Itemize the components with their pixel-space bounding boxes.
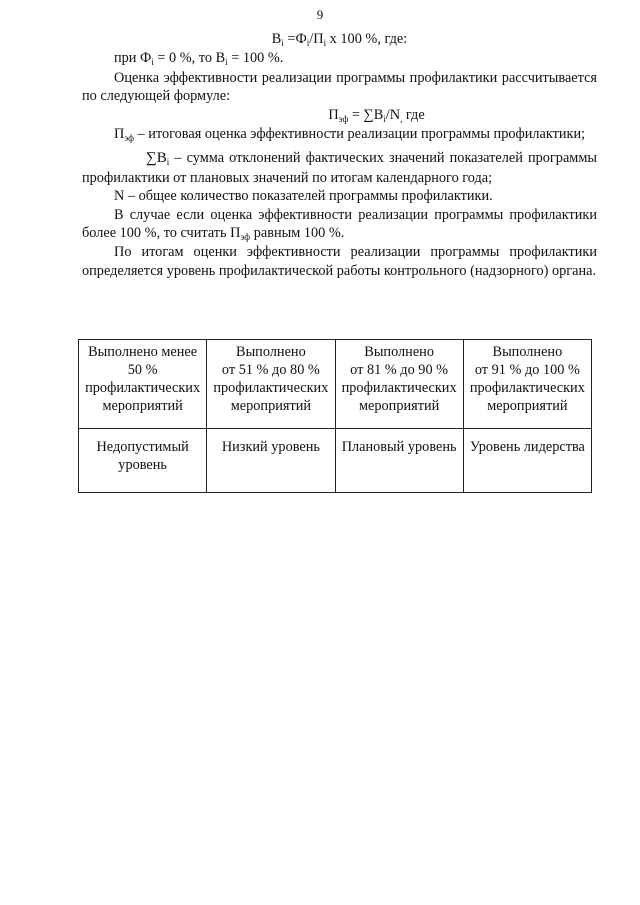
document-body [82,30,597,280]
level-line: Низкий уровень [221,439,320,455]
header-line: Выполнено [236,344,306,360]
level-line: Уровень лидерства [469,439,585,455]
definition-peff: $П_{эф}$ – итоговая оценка эффективности реализации программы профилактики; [114,126,586,144]
page-number: 9 [316,7,324,22]
level-line: Плановый уровень [341,439,457,455]
formula-peff: $П_{эф} = \sum В_i/N_,$ где [328,106,425,124]
definition-sum: $\sum В_i$ – сумма отклонений фактических значений показателей программы профилактики от плановых значений по итогам календарного года; [82,150,597,186]
header-line: Выполнено [492,344,563,360]
efficiency-intro-paragraph: Оценка эффективности реализации программы профилактики рассчитывается по следующей формуле: [82,69,597,105]
conclusion-paragraph: По итогам оценки эффективности реализации программы профилактики определяется уровень профилактической работы контрольного (надзорного) органа. [82,244,597,279]
table-level-cell [335,429,463,493]
header-line: мероприятий [487,398,568,414]
over-100-paragraph: В случае если оценка эффективности реализации программы профилактики более 100 %, то считать $П_{эф}$ равным 100 %. [82,206,597,243]
header-line: профилактических [85,380,201,396]
header-line: от 81 % до 90 % [350,362,449,378]
header-line: профилактических [213,380,329,396]
header-line: Выполнено [364,344,434,360]
header-line: мероприятий [230,398,312,414]
header-line: 50 % [127,362,158,378]
table-level-cell [463,429,591,493]
header-line: мероприятий [102,398,183,414]
table-header-cell [207,340,335,429]
table-header-cell [335,340,463,429]
zero-case-paragraph: при $Ф_i = 0$ %, то $В_i = 100$ %. [114,50,284,68]
header-line: мероприятий [358,398,440,414]
header-line: Выполнено менее [88,344,198,360]
header-line: профилактических [469,380,585,396]
prevention-level-table [78,339,592,493]
level-line: Недопустимый [96,439,189,455]
table-header-cell [79,340,207,429]
header-line: от 51 % до 80 % [221,362,320,378]
table-level-cell [207,429,335,493]
table-header-cell [463,340,591,429]
definition-n: N – общее количество показателей программы профилактики. [114,188,493,205]
table-level-cell [79,429,207,493]
level-line: уровень [118,457,167,473]
header-line: от 91 % до 100 % [474,362,580,378]
table-header-row [79,340,592,429]
formula-vi: $В_i =Ф_i/П_i$ x 100 %, где: [271,31,408,48]
header-line: профилактических [341,380,457,396]
table-level-row [79,429,592,493]
